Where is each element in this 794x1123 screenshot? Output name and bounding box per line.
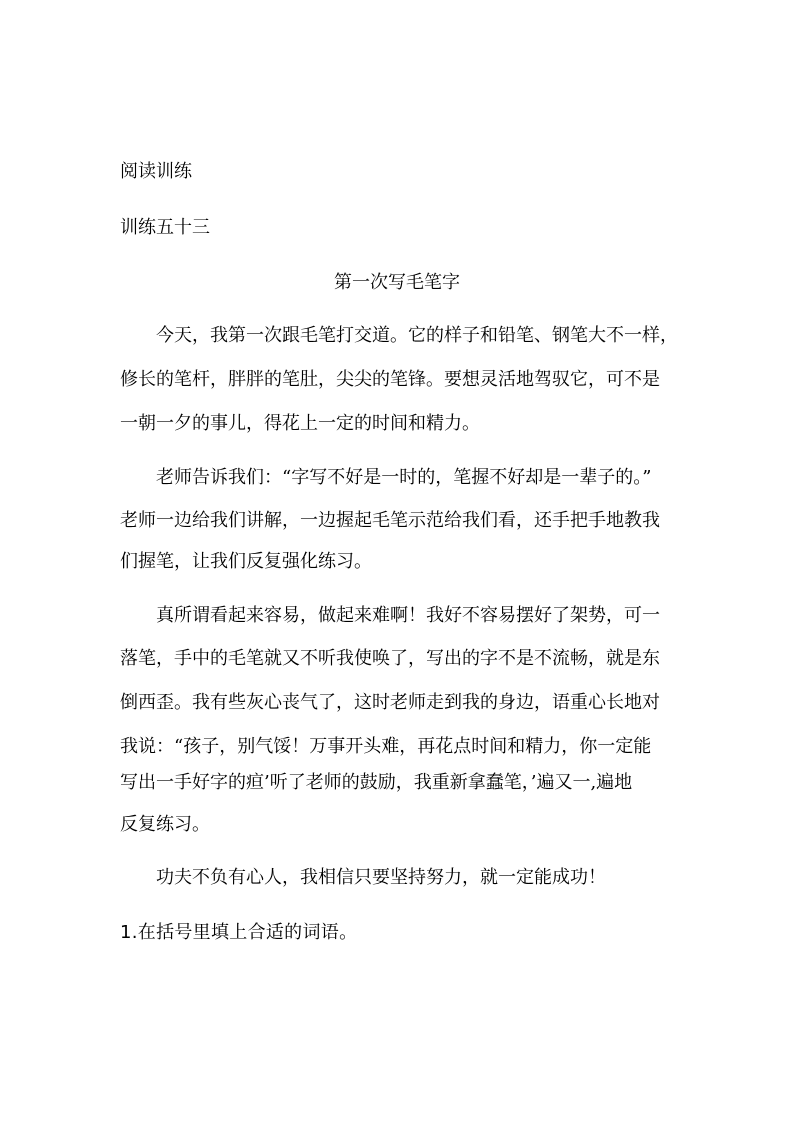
paragraph-1-line-3: 一朝一夕的事儿，得花上一定的时间和精力。 — [120, 413, 480, 434]
paragraph-3-line-2: 落笔，手中的毛笔就又不听我使唤了，写出的字不是不流畅，就是东 — [120, 648, 660, 669]
paragraph-2-line-3: 们握笔，让我们反复强化练习。 — [120, 551, 372, 572]
paragraph-3-line-3: 倒西歪。我有些灰心丧气了，这时老师走到我的身边，语重心长地对 — [120, 692, 660, 713]
paragraph-3-line-6: 反复练习。 — [120, 814, 210, 835]
section-label: 阅读训练 — [120, 161, 192, 182]
paragraph-1-line-1: 今天，我第一次跟毛笔打交道。它的样子和铅笔、钢笔大不一样， — [156, 325, 678, 346]
passage-title: 第一次写毛笔字 — [334, 272, 460, 293]
question-1: 1.在括号里填上合适的词语。 — [120, 922, 358, 943]
paragraph-2-line-1: 老师告诉我们：“字写不好是一时的，笔握不好却是一辈子的。” — [156, 467, 652, 488]
paragraph-1-line-2: 修长的笔杆，胖胖的笔肚，尖尖的笔锋。要想灵活地驾驭它，可不是 — [120, 369, 660, 390]
paragraph-3-line-5: 写出一手好字的疸’听了老师的鼓励，我重新拿蠢笔，’遍又一,遍地 — [120, 772, 633, 793]
exercise-number: 训练五十三 — [120, 217, 210, 238]
paragraph-3-line-1: 真所谓看起来容易，做起来难啊！我好不容易摆好了架势，可一 — [156, 605, 660, 626]
paragraph-3-line-4: 我说：“孩子，别气馁！万事开头难，再花点时间和精力，你一定能 — [120, 736, 652, 757]
paragraph-2-line-2: 老师一边给我们讲解，一边握起毛笔示范给我们看，还手把手地教我 — [120, 510, 660, 531]
paragraph-4-line-1: 功夫不负有心人，我相信只要坚持努力，就一定能成功！ — [156, 867, 606, 888]
